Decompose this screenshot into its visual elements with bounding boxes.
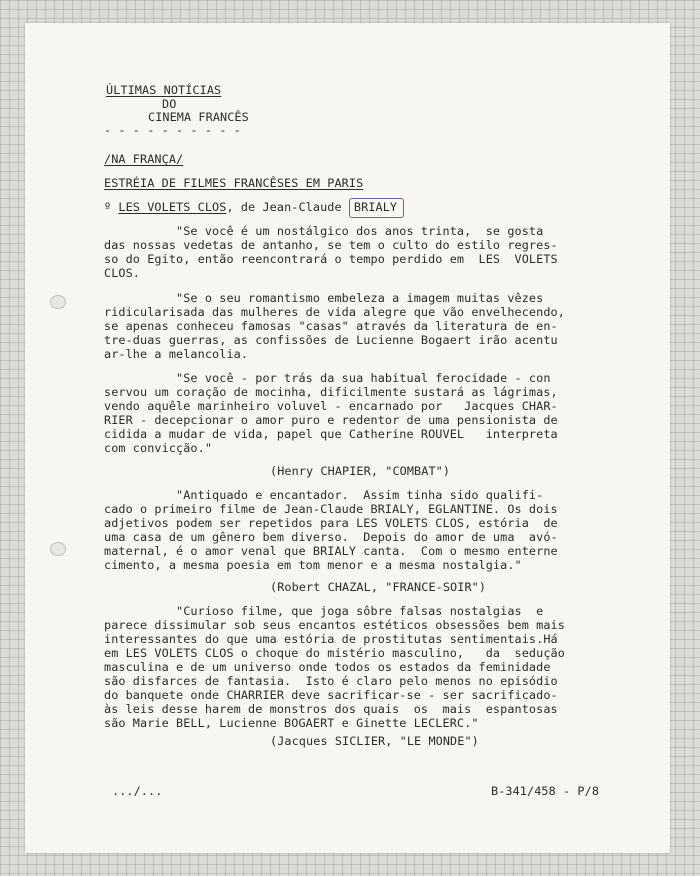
header-line-3: CINEMA FRANCÊS [148,110,249,124]
text-line: so do Egito, então reencontrará o tempo perdido em LES VOLETS [104,252,558,266]
text-line: interessantes do que uma estória de prostitutas sentimentais.Há [104,632,558,646]
source-attribution-3: (Jacques SICLIER, "LE MONDE") [270,734,479,748]
text-line: das nossas vedetas de antanho, se tem o culto do estilo regres- [104,238,558,252]
text-line: "Se você é um nostálgico dos anos trinta, se gosta [104,224,544,238]
text-line: RIER - decepcionar o amor puro e redentor de uma pensionista de [104,413,558,427]
source-attribution-2: (Robert CHAZAL, "FRANCE-SOIR") [270,580,487,594]
section-label: /NA FRANÇA/ [104,152,184,166]
text-line: ridicularisada das mulheres de vida alegre que vão envelhecendo, [104,305,565,319]
text-line: em LES VOLETS CLOS o choque do mistério masculino, da sedução [104,646,565,660]
text-line: adjetivos podem ser repetidos para LES VOLETS CLOS, estória de [104,516,558,530]
film-title-line [104,201,404,214]
header-line-1: ÚLTIMAS NOTÍCIAS [106,83,222,97]
text-line: servou um coração de mocinha, dificilmente sustará as lágrimas, [104,385,558,399]
film-title: LES VOLETS CLOS [118,200,227,214]
section-heading: ESTRÉIA DE FILMES FRANCÊSES EM PARIS [104,176,364,190]
film-by: , de Jean-Claude [226,200,349,214]
text-line: parece dissimular sob seus encantos estéticos obsessões bem mais [104,618,565,632]
header-dashes: - - - - - - - - - - [104,123,241,137]
source-attribution-1: (Henry CHAPIER, "COMBAT") [270,464,451,478]
document-reference: B-341/458 - P/8 [491,784,600,798]
text-line: masculina e de um universo onde todos os estados da feminidade [104,660,551,674]
text-line: cado o primeiro filme de Jean-Claude BRIALY, EGLANTINE. Os dois [104,502,558,516]
text-line: às leis desse harem de monstros dos quais os mais espantosas [104,702,558,716]
punch-hole [50,295,66,309]
text-line: CLOS. [104,266,141,280]
text-line: vendo aquêle marinheiro voluvel - encarnado por Jacques CHAR- [104,399,558,413]
text-line: são disfarces de fantasia. Isto é claro pelo menos no episódio [104,674,558,688]
text-line: cimento, a mesma poesia em tom menor e a mesma nostalgia." [104,558,522,572]
text-line: "Antiquado e encantador. Assim tinha sido qualifi- [104,488,544,502]
text-line: do banquete onde CHARRIER deve sacrificar-se - ser sacrificado- [104,688,558,702]
text-line: cidida a mudar de vida, papel que Catherine ROUVEL interpreta [104,427,558,441]
text-line: "Se você - por trás da sua habitual ferocidade - con [104,371,551,385]
film-marker: º [104,200,112,214]
text-line: maternal, é o amor venal que BRIALY canta. Com o mesmo enterne [104,544,558,558]
header-line-2: DO [162,97,177,111]
text-line: "Curioso filme, que joga sôbre falsas nostalgias e [104,604,544,618]
text-line: "Se o seu romantismo embeleza a imagem muitas vêzes [104,291,544,305]
text-line: uma casa de um gênero bem diverso. Depois do amor de uma avó- [104,530,558,544]
text-line: se apenas conheceu famosas "casas" através da literatura de en- [104,319,558,333]
continued-marker: .../... [112,784,163,798]
punch-hole [50,542,66,556]
text-line: ar-lhe a melancolia. [104,347,249,361]
text-line: tre-duas guerras, as confissões de Lucienne Bogaert irão acentu [104,333,558,347]
director-name: BRIALY [349,198,404,218]
text-line: são Marie BELL, Lucienne BOGAERT e Ginette LECLERC." [104,716,479,730]
text-line: com convicção." [104,441,213,455]
